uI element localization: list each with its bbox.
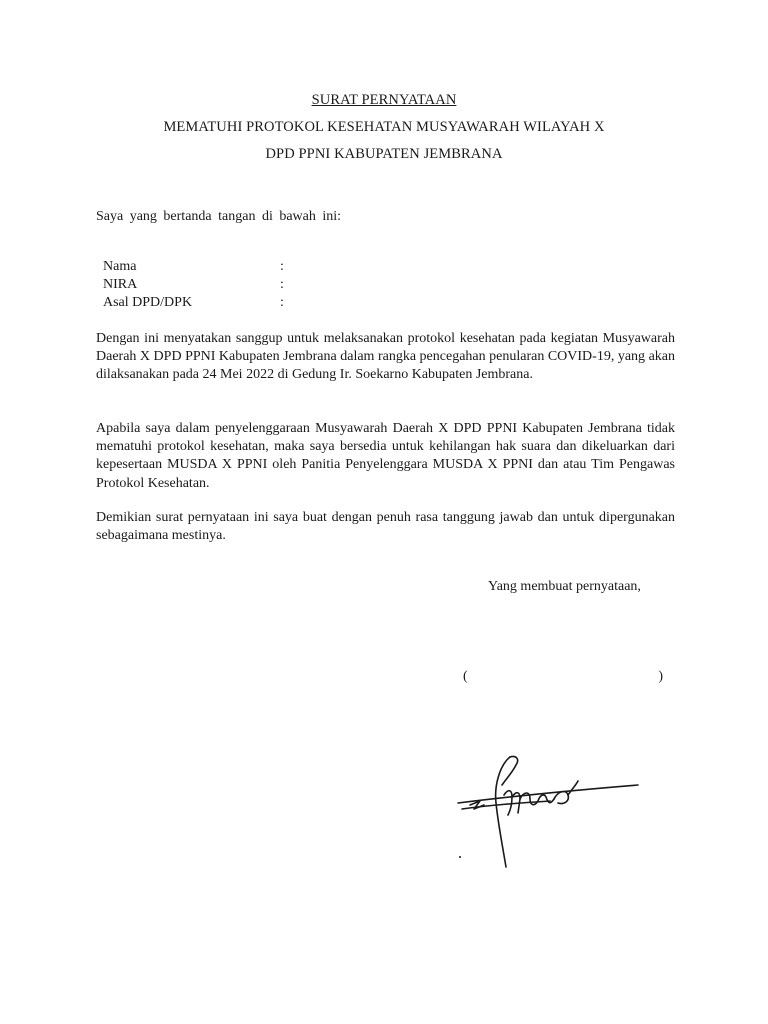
field-colon: : [280, 259, 284, 274]
field-row-asal [103, 294, 290, 312]
open-paren: ( [463, 669, 468, 684]
field-colon: : [280, 277, 284, 292]
field-row-nama [103, 258, 290, 276]
identity-fields [103, 258, 290, 312]
paragraph-closing: Demikian surat pernyataan ini saya buat dengan penuh rasa tanggung jawab dan untuk dipergunakan sebagaimana mestinya. [96, 510, 675, 544]
closing-text: Yang membuat pernyataan, [488, 579, 641, 594]
field-label: NIRA [103, 277, 138, 292]
field-colon: : [280, 295, 284, 310]
field-label: Asal DPD/DPK [103, 295, 193, 310]
intro-text: Saya yang bertanda tangan di bawah ini: [96, 209, 342, 224]
paragraph-consequence: Apabila saya dalam penyelenggaraan Musyawarah Daerah X DPD PPNI Kabupaten Jembrana tidak mematuhi protokol kesehatan, maka saya bersedia untuk kehilangan hak suara dan dikeluarkan dari kepesertaan MUSDA X PPNI oleh Panitia Penyelenggara MUSDA X PPNI dan atau Tim Pengawas Protokol Kesehatan. [96, 421, 675, 491]
name-bracket [463, 669, 663, 685]
document-title: SURAT PERNYATAAN [311, 92, 457, 108]
field-row-nira [103, 276, 290, 294]
signature-image [450, 745, 650, 875]
document-organization: DPD PPNI KABUPATEN JEMBRANA [265, 146, 503, 162]
field-label: Nama [103, 259, 137, 274]
paragraph-statement: Dengan ini menyatakan sanggup untuk melaksanakan protokol kesehatan pada kegiatan Musyawarah Daerah X DPD PPNI Kabupaten Jembrana dalam rangka pencegahan penularan COVID-19, yang akan dilaksanakan pada 24 Mei 2022 di Gedung Ir. Soekarno Kabupaten Jembrana. [96, 331, 675, 383]
document-subtitle: MEMATUHI PROTOKOL KESEHATAN MUSYAWARAH WILAYAH X [163, 119, 605, 135]
close-paren: ) [658, 669, 663, 684]
